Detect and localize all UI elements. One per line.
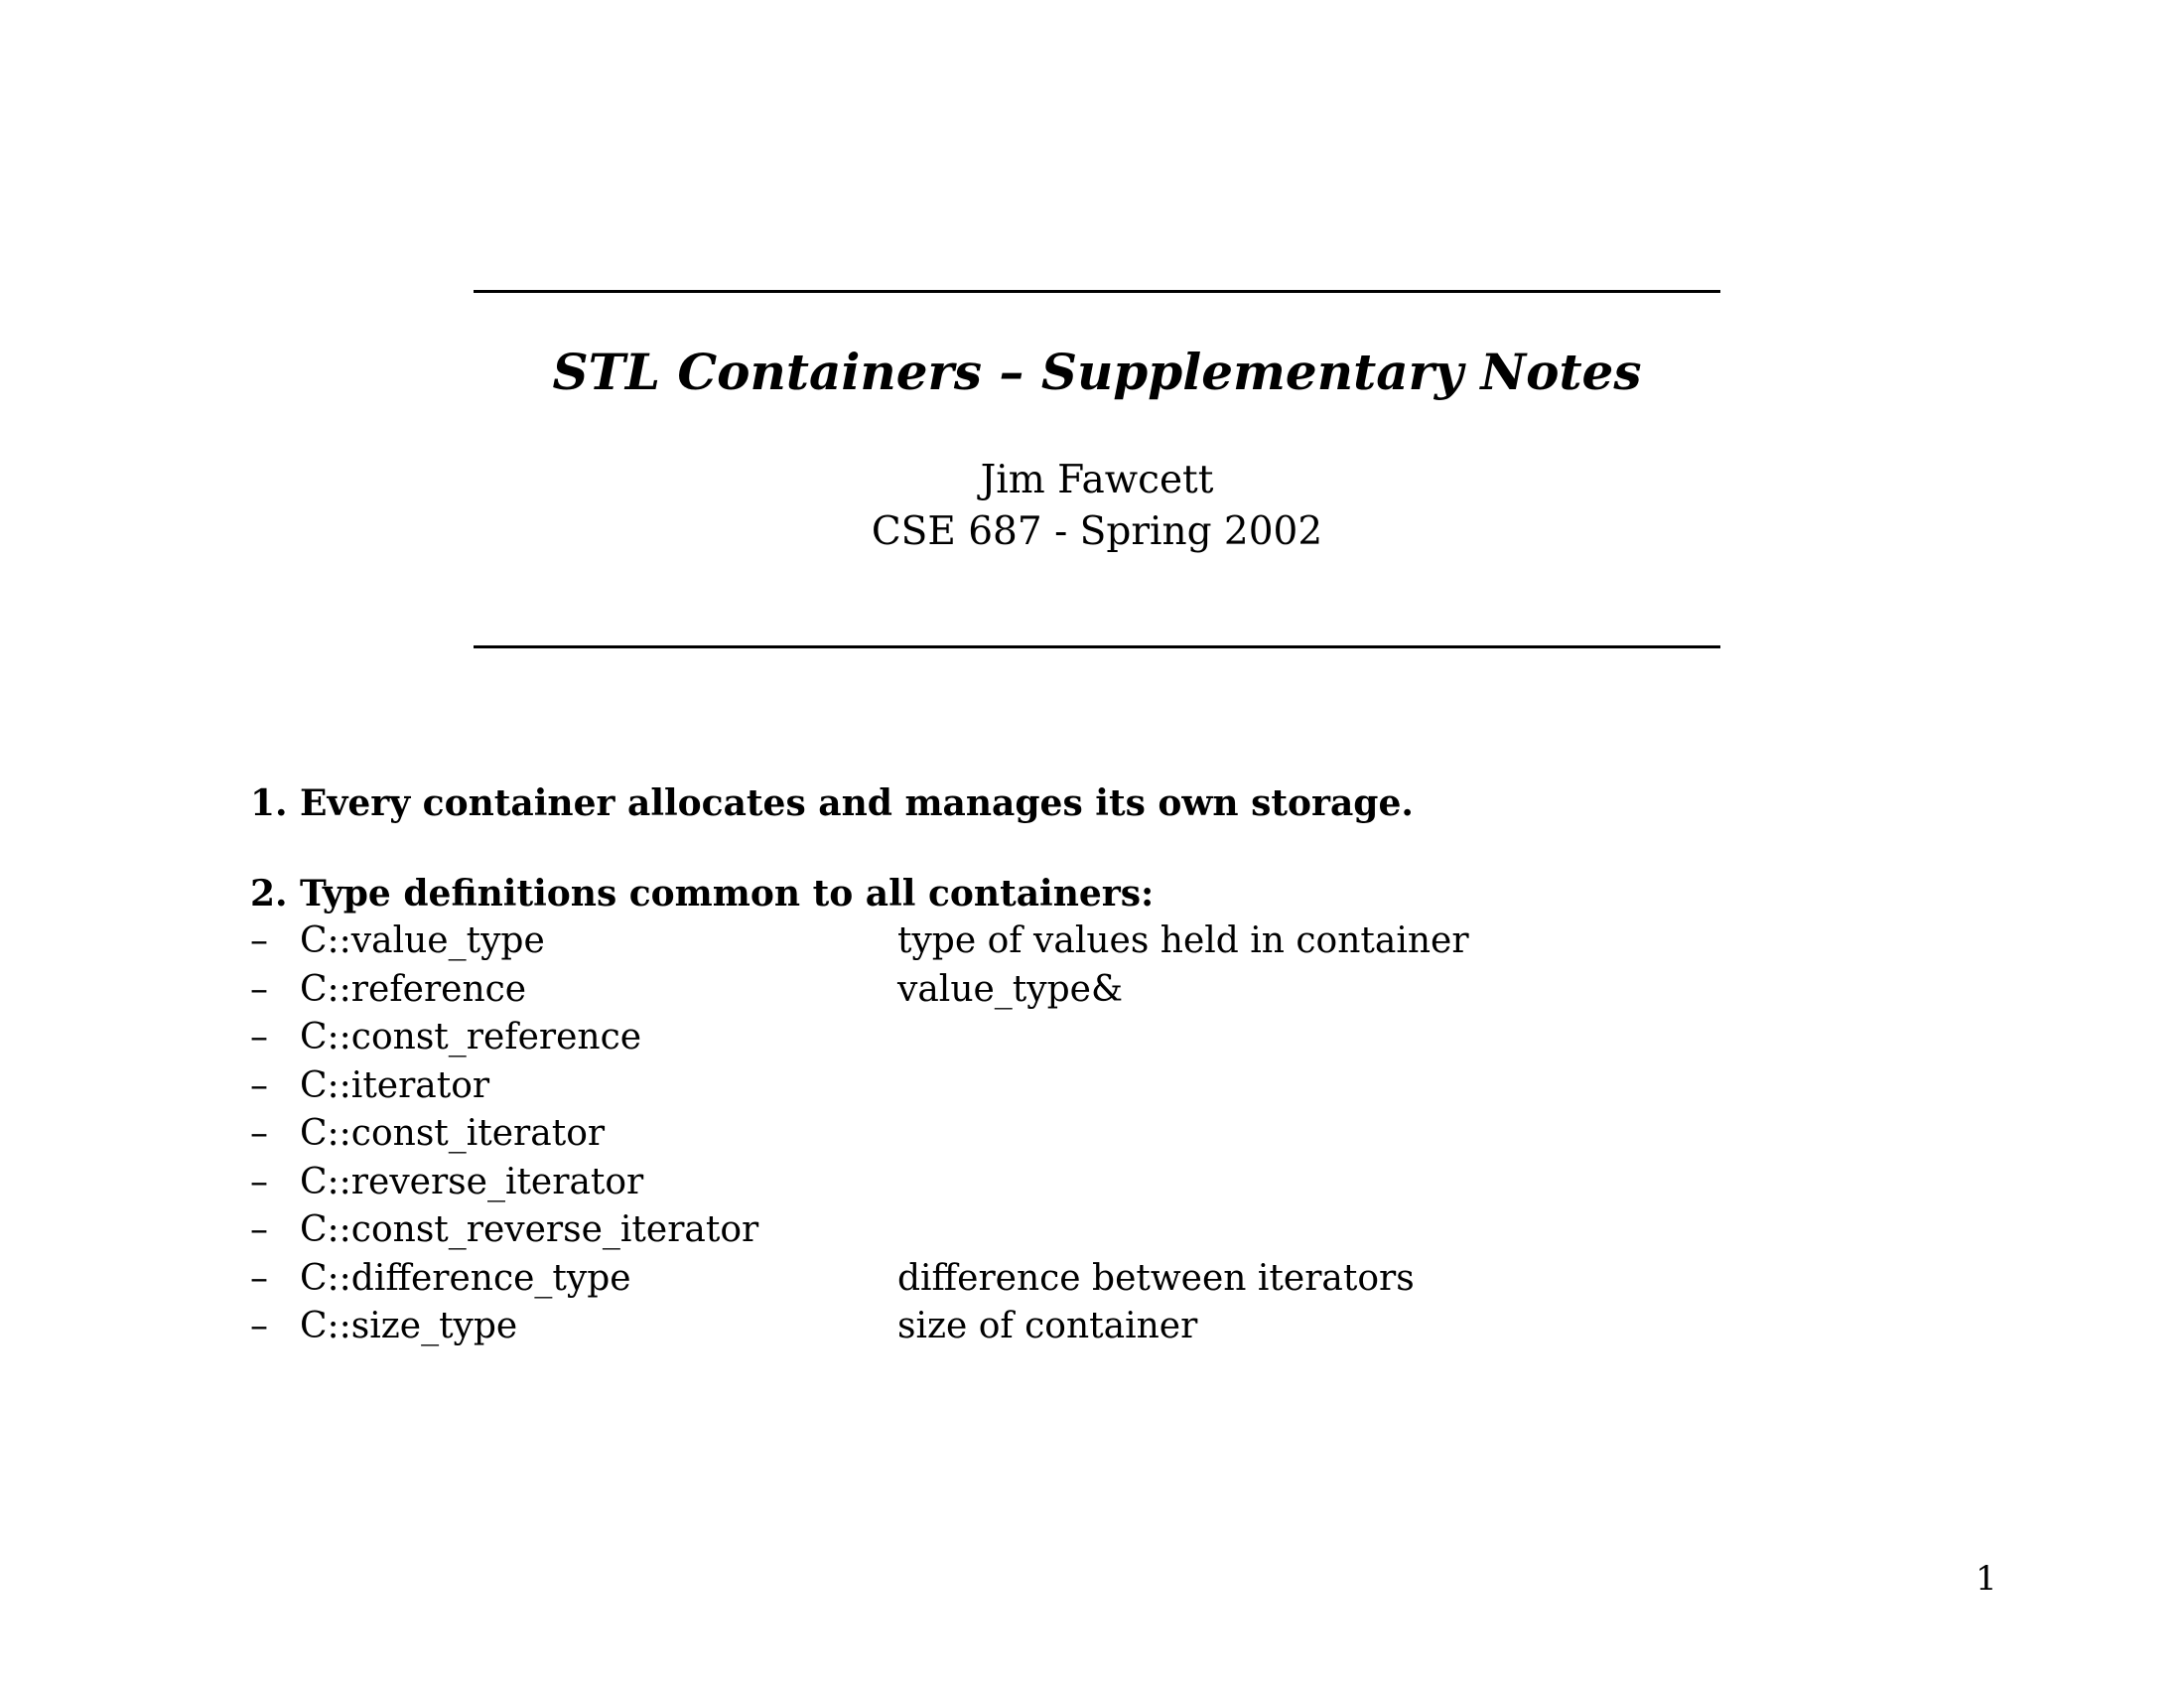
course-info: CSE 687 - Spring 2002 bbox=[871, 509, 1323, 554]
point-1 bbox=[250, 778, 1414, 828]
bottom-rule bbox=[474, 645, 1720, 648]
dash-bullet: – bbox=[250, 1209, 268, 1250]
type-name: C::reverse_iterator bbox=[300, 1161, 644, 1202]
type-name: C::const_reference bbox=[300, 1017, 642, 1057]
dash-bullet: – bbox=[250, 1257, 268, 1299]
top-rule bbox=[474, 290, 1720, 293]
dash-bullet: – bbox=[250, 1161, 268, 1202]
dash-bullet: – bbox=[250, 920, 268, 961]
point-number: 2. bbox=[250, 873, 288, 914]
type-name: C::difference_type bbox=[300, 1257, 631, 1299]
author-name: Jim Fawcett bbox=[980, 458, 1214, 502]
point-text: Type definitions common to all containers: bbox=[300, 873, 1155, 914]
dash-bullet: – bbox=[250, 1017, 268, 1057]
page-number: 1 bbox=[1976, 1559, 1997, 1599]
type-name: C::const_reverse_iterator bbox=[300, 1209, 759, 1250]
point-number: 1. bbox=[250, 782, 288, 824]
type-description: difference between iterators bbox=[897, 1257, 1415, 1299]
type-name: C::value_type bbox=[300, 920, 545, 961]
type-name: C::size_type bbox=[300, 1306, 518, 1346]
type-name: C::iterator bbox=[300, 1064, 490, 1106]
dash-bullet: – bbox=[250, 1113, 268, 1154]
type-name: C::reference bbox=[300, 968, 527, 1010]
type-name: C::const_iterator bbox=[300, 1113, 606, 1154]
dash-bullet: – bbox=[250, 968, 268, 1010]
dash-bullet: – bbox=[250, 1306, 268, 1346]
point-2 bbox=[250, 869, 1154, 918]
dash-bullet: – bbox=[250, 1064, 268, 1106]
point-text: Every container allocates and manages its own storage. bbox=[300, 782, 1414, 824]
type-description: value_type& bbox=[897, 968, 1124, 1010]
type-description: type of values held in container bbox=[897, 920, 1469, 961]
type-description: size of container bbox=[897, 1306, 1198, 1346]
document-title: STL Containers – Supplementary Notes bbox=[552, 343, 1642, 401]
